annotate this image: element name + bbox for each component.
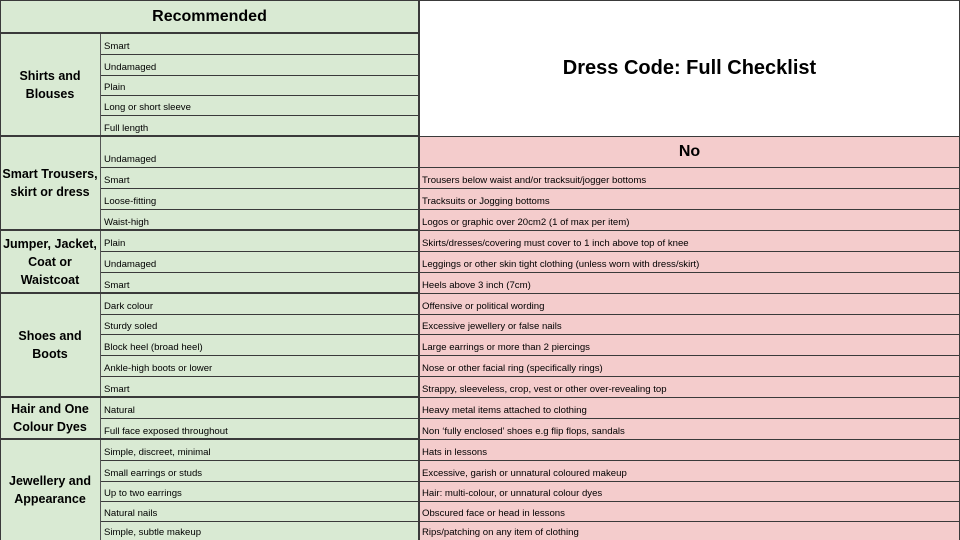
recommended-item: Smart (101, 33, 419, 54)
row-divider (101, 251, 419, 252)
row-divider (101, 314, 419, 315)
category-label: Smart Trousers, skirt or dress (0, 136, 101, 230)
row-divider (419, 272, 960, 273)
prohibited-item: Strappy, sleeveless, crop, vest or other over-revealing top (419, 376, 960, 397)
left-border (0, 0, 1, 540)
recommended-item: Ankle-high boots or lower (101, 355, 419, 376)
prohibited-item: Non ‘fully enclosed’ shoes e.g flip flops, sandals (419, 418, 960, 439)
row-divider (101, 167, 419, 168)
row-divider (419, 188, 960, 189)
row-divider (101, 334, 419, 335)
prohibited-item: Heavy metal items attached to clothing (419, 397, 960, 418)
row-divider (419, 314, 960, 315)
top-border (0, 0, 960, 1)
recommended-item: Long or short sleeve (101, 95, 419, 115)
row-divider (419, 293, 960, 294)
row-divider (419, 521, 960, 522)
prohibited-item: Excessive jewellery or false nails (419, 314, 960, 334)
row-divider (101, 418, 419, 419)
row-divider (101, 209, 419, 210)
recommended-item: Undamaged (101, 136, 419, 167)
row-divider (419, 418, 960, 419)
row-divider (101, 188, 419, 189)
prohibited-item: Skirts/dresses/covering must cover to 1 inch above top of knee (419, 230, 960, 251)
row-divider (419, 230, 960, 231)
category-divider (0, 438, 419, 440)
prohibited-item: Offensive or political wording (419, 293, 960, 314)
category-label: Shirts and Blouses (0, 33, 101, 136)
recommended-item: Full face exposed throughout (101, 418, 419, 439)
recommended-item: Block heel (broad heel) (101, 334, 419, 355)
recommended-item: Smart (101, 167, 419, 188)
recommended-item: Natural nails (101, 501, 419, 521)
row-divider (101, 272, 419, 273)
recommended-item: Dark colour (101, 293, 419, 314)
recommended-item: Sturdy soled (101, 314, 419, 334)
category-label: Hair and One Colour Dyes (0, 397, 101, 439)
row-divider (101, 115, 419, 116)
prohibited-item: Trousers below waist and/or tracksuit/jogger bottoms (419, 167, 960, 188)
recommended-item: Waist-high (101, 209, 419, 230)
recommended-item: Smart (101, 272, 419, 293)
row-divider (101, 75, 419, 76)
row-divider (419, 251, 960, 252)
header-divider (0, 33, 419, 34)
prohibited-item: Obscured face or head in lessons (419, 501, 960, 521)
row-divider (419, 397, 960, 398)
category-label: Jewellery and Appearance (0, 439, 101, 540)
prohibited-item: Hats in lessons (419, 439, 960, 460)
recommended-item: Smart (101, 376, 419, 397)
row-divider (419, 460, 960, 461)
row-divider (101, 460, 419, 461)
recommended-item: Simple, discreet, minimal (101, 439, 419, 460)
row-divider (101, 355, 419, 356)
prohibited-item: Leggings or other skin tight clothing (unless worn with dress/skirt) (419, 251, 960, 272)
row-divider (419, 439, 960, 440)
recommended-item: Plain (101, 75, 419, 95)
prohibited-item: Hair: multi-colour, or unnatural colour dyes (419, 481, 960, 501)
prohibited-item: Large earrings or more than 2 piercings (419, 334, 960, 355)
row-divider (101, 501, 419, 502)
category-divider (0, 229, 419, 231)
prohibited-item: Excessive, garish or unnatural coloured makeup (419, 460, 960, 481)
prohibited-item: Tracksuits or Jogging bottoms (419, 188, 960, 209)
recommended-item: Simple, subtle makeup (101, 521, 419, 540)
category-label: Shoes and Boots (0, 293, 101, 397)
row-divider (419, 376, 960, 377)
category-divider (0, 135, 419, 137)
row-divider (101, 376, 419, 377)
recommended-item: Undamaged (101, 251, 419, 272)
title-divider (419, 136, 960, 137)
row-divider (419, 167, 960, 168)
category-divider (0, 396, 419, 398)
recommended-item: Plain (101, 230, 419, 251)
recommended-item: Small earrings or studs (101, 460, 419, 481)
prohibited-item: Nose or other facial ring (specifically rings) (419, 355, 960, 376)
row-divider (101, 481, 419, 482)
recommended-header: Recommended (0, 0, 419, 33)
category-divider (0, 292, 419, 294)
recommended-item: Loose-fitting (101, 188, 419, 209)
row-divider (419, 334, 960, 335)
recommended-item: Full length (101, 115, 419, 136)
recommended-item: Undamaged (101, 54, 419, 75)
row-divider (419, 209, 960, 210)
recommended-item: Up to two earrings (101, 481, 419, 501)
page-title: Dress Code: Full Checklist (562, 56, 817, 79)
no-header: No (419, 136, 960, 167)
recommended-item: Natural (101, 397, 419, 418)
prohibited-item: Logos or graphic over 20cm2 (1 of max per item) (419, 209, 960, 230)
row-divider (419, 501, 960, 502)
row-divider (419, 355, 960, 356)
center-divider (418, 0, 420, 540)
prohibited-item: Rips/patching on any item of clothing (419, 521, 960, 540)
category-label: Jumper, Jacket, Coat or Waistcoat (0, 230, 101, 293)
row-divider (101, 95, 419, 96)
row-divider (101, 54, 419, 55)
row-divider (419, 481, 960, 482)
prohibited-item: Heels above 3 inch (7cm) (419, 272, 960, 293)
row-divider (101, 521, 419, 522)
